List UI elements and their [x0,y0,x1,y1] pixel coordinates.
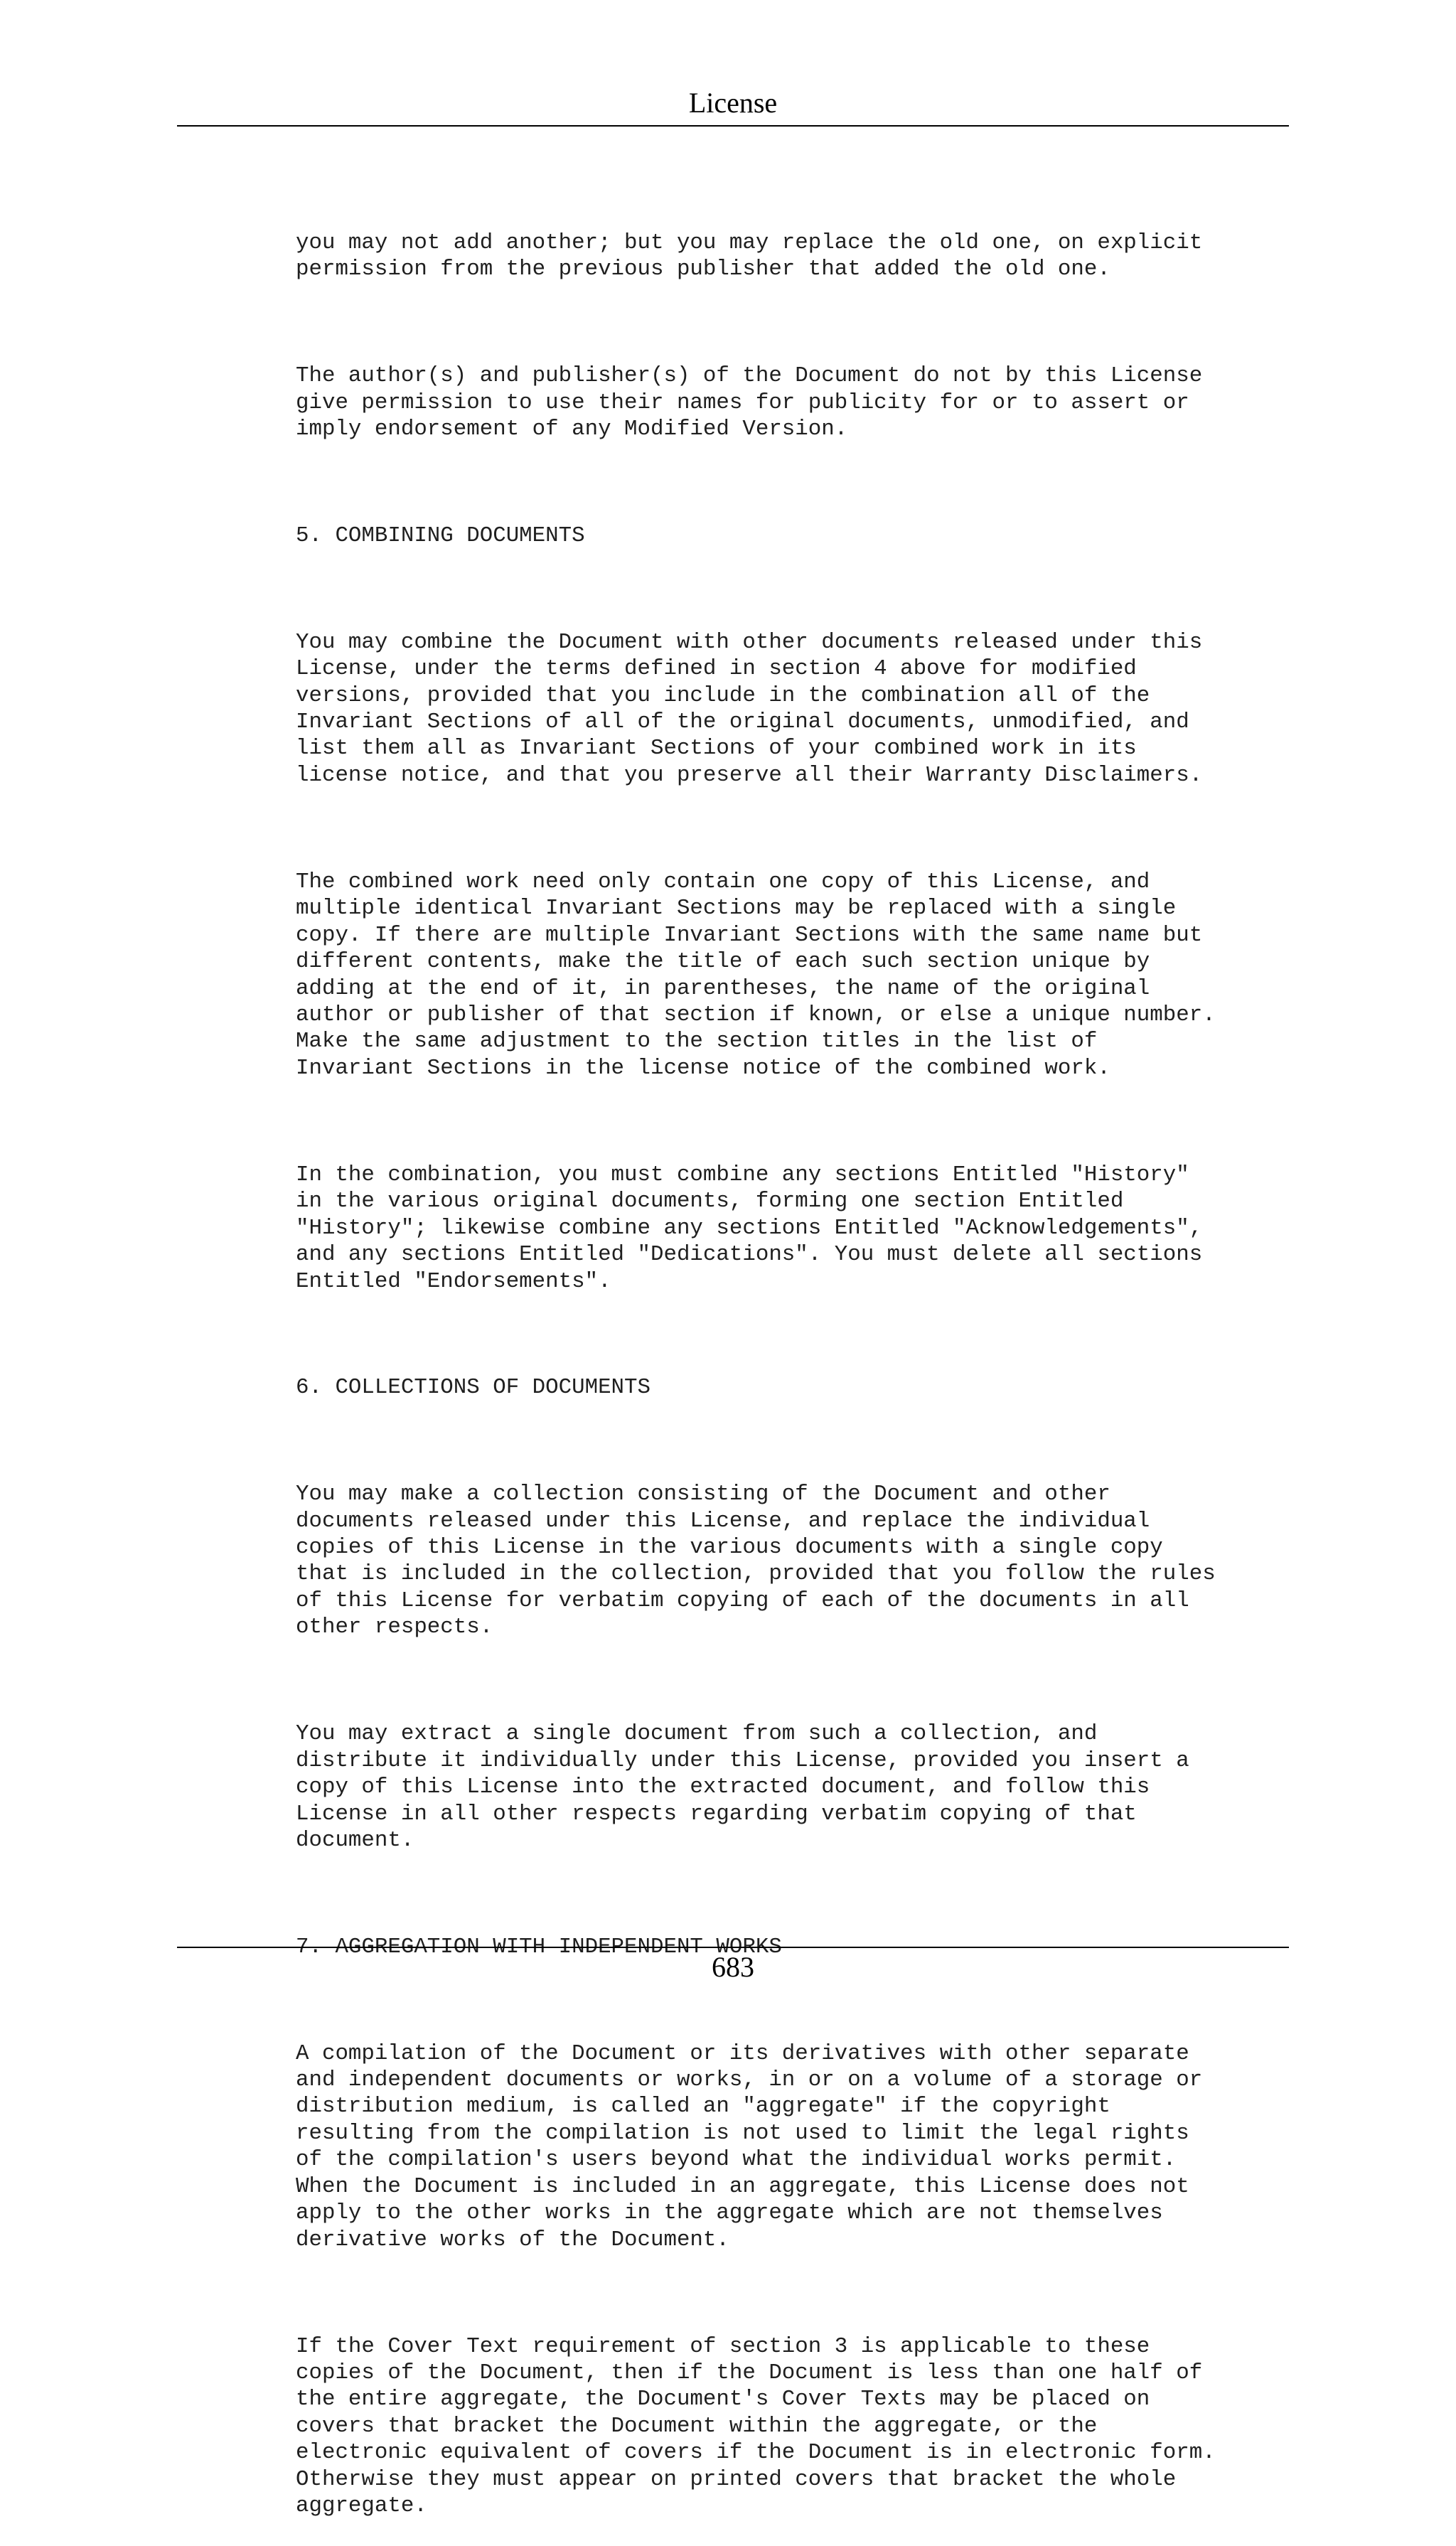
paragraph-aggregation-1: A compilation of the Document or its derivatives with other separate and independent documents or works, in or on a volume of a storage or distribution medium, is called an "aggregate" if the copyright resulting from the compilation is not used to limit the legal rights of the compilation's users beyond what the individual works permit. When the Document is included in an aggregate, this License does not apply to the other works in the aggregate which are not themselves derivative works of the Document. [296,2040,1203,2252]
paragraph-collections-1: You may make a collection consisting of the Document and other documents released under this License, and replace the individual copies of this License in the various documents with a single copy that is included in the collection, provided that you follow the rules of this License for verbatim copying of each of the documents in all other respects. [296,1482,1216,1640]
paragraph-combining-2: The combined work need only contain one copy of this License, and multiple identical Invariant Sections may be replaced with a single copy. If there are multiple Invariant Sections with the same name but different contents, make the title of each such section unique by adding at the end of it, in parentheses, the name of the original author or publisher of that section if known, or else a unique number. Make the same adjustment to the section titles in the list of Invariant Sections in the license notice of the combined work. [296,869,1216,1081]
section-heading-combining: 5. COMBINING DOCUMENTS [296,523,585,548]
paragraph-author-permission: The author(s) and publisher(s) of the Document do not by this License give permission to use their names for publicity for or to assert or imply endorsement of any Modified Version. [296,363,1203,442]
paragraph-aggregation-2: If the Cover Text requirement of section 3 is applicable to these copies of the Document, then if the Document is less than one half of the entire aggregate, the Document's Cover Texts may be placed on covers that bracket the Document within the aggregate, or the electronic equivalent of covers if the Document is in electronic form. Otherwise they must appear on printed covers that bracket the whole aggregate. [296,2333,1216,2519]
section-heading-collections: 6. COLLECTIONS OF DOCUMENTS [296,1375,651,1401]
section-heading-aggregation: 7. AGGREGATION WITH INDEPENDENT WORKS [296,1934,782,1959]
paragraph-continuation: you may not add another; but you may replace the old one, on explicit permission from the previous publisher that added the old one. [296,230,1203,282]
license-body [296,176,1305,2546]
page-header-title: License [177,81,1289,127]
paragraph-combining-3: In the combination, you must combine any sections Entitled "History" in the various original documents, forming one section Entitled "History"; likewise combine any sections Entitled "Acknowledgements", and any sections Entitled "Dedications". You must delete all sections Entitled "Endorsements". [296,1162,1203,1294]
page-number: 683 [712,1951,754,1983]
paragraph-combining-1: You may combine the Document with other documents released under this License, under the terms defined in section 4 above for modified versions, provided that you include in the combination all of the Invariant Sections of all of the original documents, unmodified, and list them all as Invariant Sections of your combined work in its license notice, and that you preserve all their Warranty Disclaimers. [296,629,1203,788]
paragraph-collections-2: You may extract a single document from such a collection, and distribute it individually under this License, provided you insert a copy of this License into the extracted document, and follow this License in all other respects regarding verbatim copying of that document. [296,1721,1189,1853]
footer-divider [177,1947,1289,1948]
